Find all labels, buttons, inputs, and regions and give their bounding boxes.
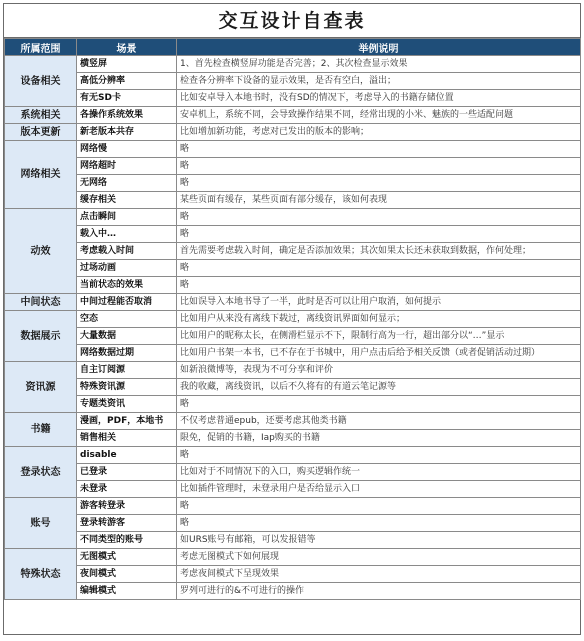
scene-cell: 中间过程能否取消 [77,294,177,311]
table-row [5,124,581,141]
category-cell: 网络相关 [5,141,77,209]
example-cell: 安卓机上，系统不同，会导致操作结果不同，经常出现的小米、魅族的一些适配问题 [177,107,581,124]
category-cell: 版本更新 [5,124,77,141]
scene-cell: 游客转登录 [77,498,177,515]
example-cell: 比如误导入本地书导了一半，此时是否可以让用户取消，如何提示 [177,294,581,311]
header-category: 所属范围 [5,39,77,56]
example-cell: 略 [177,447,581,464]
page-title: 交互设计自查表 [4,4,580,38]
scene-cell: 特殊资讯源 [77,379,177,396]
scene-cell: 大量数据 [77,328,177,345]
example-cell: 略 [177,158,581,175]
category-cell: 登录状态 [5,447,77,498]
example-cell: 略 [177,175,581,192]
example-cell: 略 [177,277,581,294]
scene-cell: 未登录 [77,481,177,498]
scene-cell: 网络慢 [77,141,177,158]
table-row [5,294,581,311]
example-cell: 比如用户书架一本书，已不存在于书城中，用户点击后给予相关反馈（或者促销活动过期） [177,345,581,362]
table-row [5,243,581,260]
category-cell: 特殊状态 [5,549,77,600]
example-cell: 比如插件管理时，未登录用户是否给显示入口 [177,481,581,498]
category-cell: 设备相关 [5,56,77,107]
table-row [5,90,581,107]
checklist-sheet [3,3,581,635]
example-cell: 考虑夜间模式下呈现效果 [177,566,581,583]
example-cell: 略 [177,396,581,413]
header-example: 举例说明 [177,39,581,56]
example-cell: 比如用户的昵称太长，在侧滑栏显示不下，限制行高为一行，超出部分以“…”显示 [177,328,581,345]
scene-cell: 点击瞬间 [77,209,177,226]
scene-cell: 夜间模式 [77,566,177,583]
scene-cell: 有无SD卡 [77,90,177,107]
example-cell: 比如增加新功能，考虑对已发出的版本的影响； [177,124,581,141]
scene-cell: 无网络 [77,175,177,192]
table-row [5,430,581,447]
table-row [5,362,581,379]
table-row [5,226,581,243]
table-row [5,141,581,158]
example-cell: 略 [177,209,581,226]
scene-cell: disable [77,447,177,464]
scene-cell: 缓存相关 [77,192,177,209]
category-cell: 动效 [5,209,77,294]
example-cell: 检查各分辨率下设备的显示效果，是否有空白，溢出； [177,73,581,90]
table-row [5,566,581,583]
scene-cell: 网络超时 [77,158,177,175]
table-row [5,413,581,430]
example-cell: 略 [177,498,581,515]
scene-cell: 已登录 [77,464,177,481]
table-row [5,56,581,73]
scene-cell: 销售相关 [77,430,177,447]
table-row [5,583,581,600]
table-row [5,158,581,175]
example-cell: 如URS账号有邮箱，可以发报错等 [177,532,581,549]
example-cell: 限免，促销的书籍，Iap购买的书籍 [177,430,581,447]
table-row [5,345,581,362]
example-cell: 比如安卓导入本地书时，没有SD的情况下，考虑导入的书籍存储位置 [177,90,581,107]
scene-cell: 专题类资讯 [77,396,177,413]
example-cell: 略 [177,515,581,532]
example-cell: 罗列可进行的&不可进行的操作 [177,583,581,600]
scene-cell: 编辑模式 [77,583,177,600]
table-row [5,396,581,413]
scene-cell: 自主订阅源 [77,362,177,379]
table-row [5,277,581,294]
header-scene: 场景 [77,39,177,56]
table-row [5,464,581,481]
scene-cell: 网络数据过期 [77,345,177,362]
category-cell: 资讯源 [5,362,77,413]
example-cell: 比如用户从来没有离线下载过，离线资讯界面如何显示； [177,311,581,328]
table-row [5,209,581,226]
table-body [5,56,581,600]
table-header-row [5,39,581,56]
table-row [5,447,581,464]
scene-cell: 当前状态的效果 [77,277,177,294]
scene-cell: 载入中… [77,226,177,243]
table-row [5,311,581,328]
scene-cell: 过场动画 [77,260,177,277]
scene-cell: 空态 [77,311,177,328]
table-row [5,192,581,209]
table-row [5,515,581,532]
table-row [5,481,581,498]
scene-cell: 漫画，PDF，本地书 [77,413,177,430]
example-cell: 略 [177,226,581,243]
table-row [5,498,581,515]
example-cell: 比如对于不同情况下的入口，购买逻辑作统一 [177,464,581,481]
table-row [5,73,581,90]
example-cell: 我的收藏，离线资讯，以后不久将有的有道云笔记源等 [177,379,581,396]
example-cell: 首先需要考虑载入时间，确定是否添加效果；其次如果太长还未获取到数据，作何处理； [177,243,581,260]
category-cell: 数据展示 [5,311,77,362]
example-cell: 略 [177,260,581,277]
category-cell: 书籍 [5,413,77,447]
example-cell: 1、首先检查横竖屏功能是否完善；2、其次检查显示效果 [177,56,581,73]
example-cell: 不仅考虑普通epub，还要考虑其他类书籍 [177,413,581,430]
scene-cell: 新老版本共存 [77,124,177,141]
example-cell: 考虑无图模式下如何展现 [177,549,581,566]
scene-cell: 高低分辨率 [77,73,177,90]
scene-cell: 各操作系统效果 [77,107,177,124]
scene-cell: 考虑载入时间 [77,243,177,260]
category-cell: 系统相关 [5,107,77,124]
table-row [5,107,581,124]
table-row [5,328,581,345]
scene-cell: 横竖屏 [77,56,177,73]
example-cell: 如新浪微博等，表现为不可分享和评价 [177,362,581,379]
scene-cell: 登录转游客 [77,515,177,532]
category-cell: 账号 [5,498,77,549]
table-row [5,549,581,566]
table-row [5,379,581,396]
table-row [5,532,581,549]
example-cell: 略 [177,141,581,158]
table-row [5,175,581,192]
scene-cell: 不同类型的账号 [77,532,177,549]
example-cell: 某些页面有缓存，某些页面有部分缓存，该如何表现 [177,192,581,209]
category-cell: 中间状态 [5,294,77,311]
checklist-table [4,38,581,600]
scene-cell: 无图模式 [77,549,177,566]
table-row [5,260,581,277]
